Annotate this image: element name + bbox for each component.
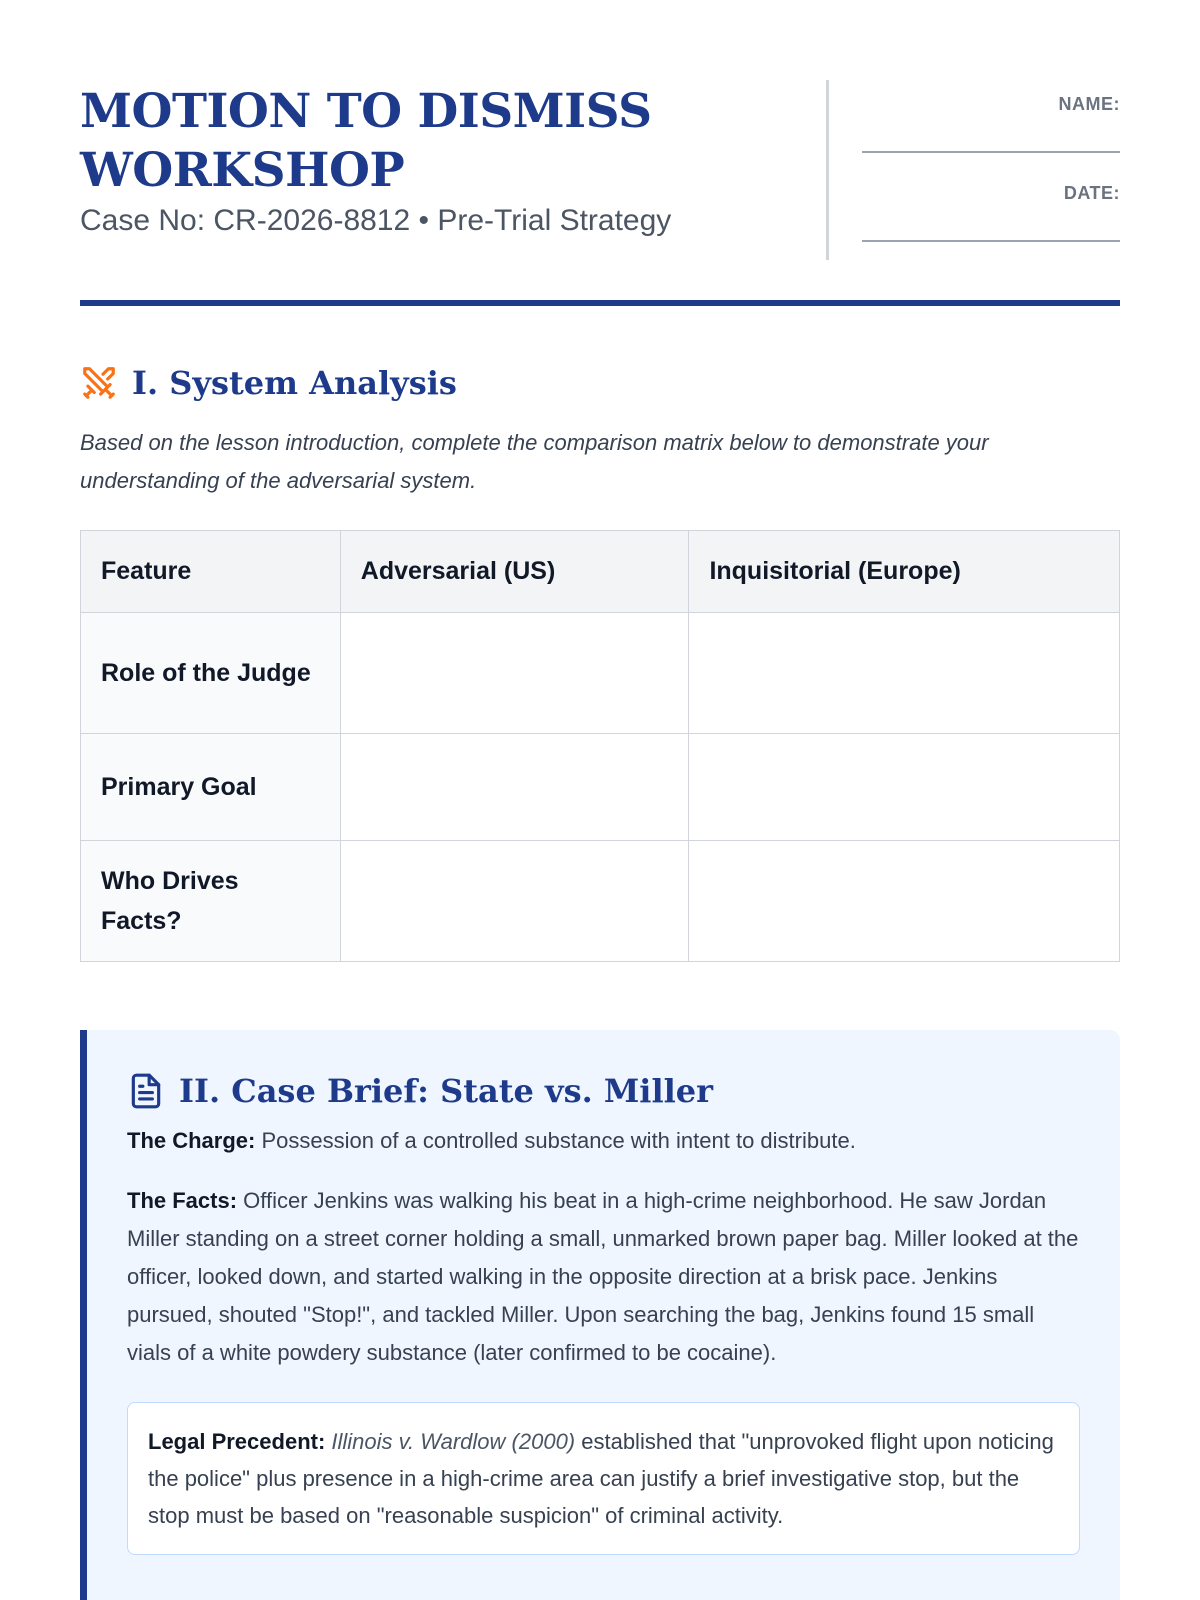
section-2-heading — [127, 1072, 1080, 1110]
date-field[interactable] — [862, 204, 1120, 242]
name-field[interactable] — [862, 115, 1120, 153]
page-title — [80, 82, 780, 200]
row-label-who-drives-facts: Who Drives Facts? — [81, 841, 341, 962]
header-divider — [826, 80, 829, 260]
legal-precedent-box — [127, 1402, 1080, 1555]
header-inquisitorial: Inquisitorial (Europe) — [689, 531, 1120, 613]
answer-cell-adversarial-role[interactable] — [340, 613, 689, 734]
section-1-heading — [80, 364, 1120, 402]
charge-label: The Charge: — [127, 1128, 256, 1153]
swords-icon — [80, 364, 118, 402]
answer-cell-inquisitorial-role[interactable] — [689, 613, 1120, 734]
name-date-block — [854, 80, 1120, 260]
row-label-primary-goal: Primary Goal — [81, 734, 341, 841]
section-2-title: II. Case Brief: State vs. Miller — [179, 1072, 713, 1110]
facts-text: Officer Jenkins was walking his beat in a high-crime neighborhood. He saw Jordan Miller standing on a street corner holding a small, unmarked brown paper bag. Miller looked at the officer, looked down, and started walking in the opposite direction at a brisk pace. Jenkins pursued, shouted "Stop!", and tackled Miller. Upon searching the bag, Jenkins found 15 small vials of a white powdery substance (later confirmed to be cocaine). — [127, 1188, 1079, 1365]
table-row — [81, 841, 1120, 962]
title-line-1: MOTION TO DISMISS — [80, 84, 652, 139]
precedent-label: Legal Precedent: — [148, 1429, 326, 1454]
row-label-role-of-judge: Role of the Judge — [81, 613, 341, 734]
table-row — [81, 734, 1120, 841]
facts-label: The Facts: — [127, 1188, 238, 1213]
charge-text: Possession of a controlled substance with intent to distribute. — [255, 1128, 856, 1153]
table-header-row — [81, 531, 1120, 613]
precedent-text: established that "unprovoked flight upon noticing the police" plus presence in a high-crime area can justify a brief investigative stop, but the stop must be based on "reasonable suspicion" of criminal activity. — [148, 1429, 1054, 1528]
comparison-matrix — [80, 530, 1120, 962]
table-row — [81, 613, 1120, 734]
date-label: DATE: — [1063, 183, 1120, 203]
section-1-intro: Based on the lesson introduction, complete the comparison matrix below to demonstrate your understanding of the adversarial system. — [80, 430, 989, 493]
facts-paragraph — [127, 1182, 1080, 1372]
name-label: NAME: — [1058, 94, 1120, 114]
answer-cell-inquisitorial-goal[interactable] — [689, 734, 1120, 841]
answer-cell-adversarial-facts[interactable] — [340, 841, 689, 962]
case-subtitle: Case No: CR-2026-8812 • Pre-Trial Strategy — [80, 204, 672, 237]
case-brief-panel — [80, 1030, 1120, 1600]
answer-cell-adversarial-goal[interactable] — [340, 734, 689, 841]
header — [80, 80, 1120, 260]
title-block — [80, 80, 780, 260]
header-adversarial: Adversarial (US) — [340, 531, 689, 613]
header-rule — [80, 300, 1120, 306]
title-line-2: WORKSHOP — [80, 143, 405, 198]
precedent-case-name: Illinois v. Wardlow (2000) — [331, 1429, 576, 1454]
document-icon — [127, 1072, 165, 1110]
precedent-paragraph — [148, 1423, 1059, 1534]
header-feature: Feature — [81, 531, 341, 613]
charge-paragraph — [127, 1122, 1080, 1160]
answer-cell-inquisitorial-facts[interactable] — [689, 841, 1120, 962]
section-1-title: I. System Analysis — [132, 364, 457, 402]
